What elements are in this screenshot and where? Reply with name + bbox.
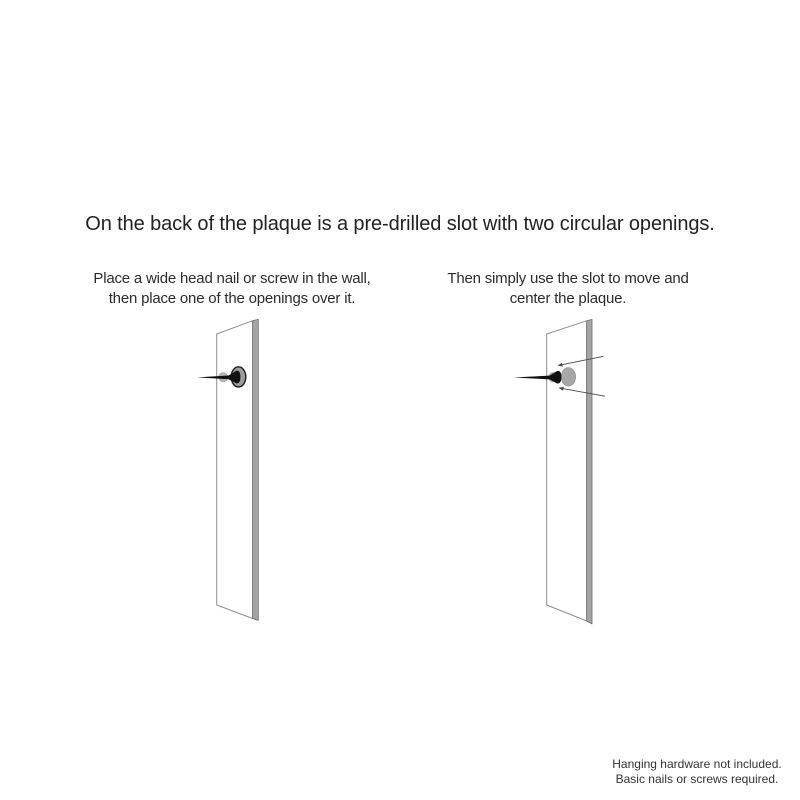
plaque-face: [217, 321, 253, 619]
hardware-footnote-line1: Hanging hardware not included.: [612, 757, 782, 771]
page-title: On the back of the plaque is a pre-drilled slot with two circular openings.: [85, 213, 715, 235]
step2-caption-line1: Then simply use the slot to move and: [447, 270, 689, 287]
step1-caption-line1: Place a wide head nail or screw in the wall,: [93, 270, 371, 287]
hardware-footnote-line2: Basic nails or screws required.: [615, 772, 779, 786]
plaque-side-edge: [253, 319, 259, 620]
step1-illustration: [145, 308, 315, 638]
step2-illustration: [470, 308, 640, 638]
hardware-footnote: [597, 757, 797, 787]
step1-caption-line2: then place one of the openings over it.: [108, 290, 356, 307]
step2-caption: [418, 269, 718, 309]
plaque-face: [547, 321, 587, 621]
step1-caption: [82, 269, 382, 309]
slot-opening-icon: [561, 368, 576, 387]
plaque-side-edge: [587, 319, 592, 624]
step2-caption-line2: center the plaque.: [509, 290, 627, 307]
